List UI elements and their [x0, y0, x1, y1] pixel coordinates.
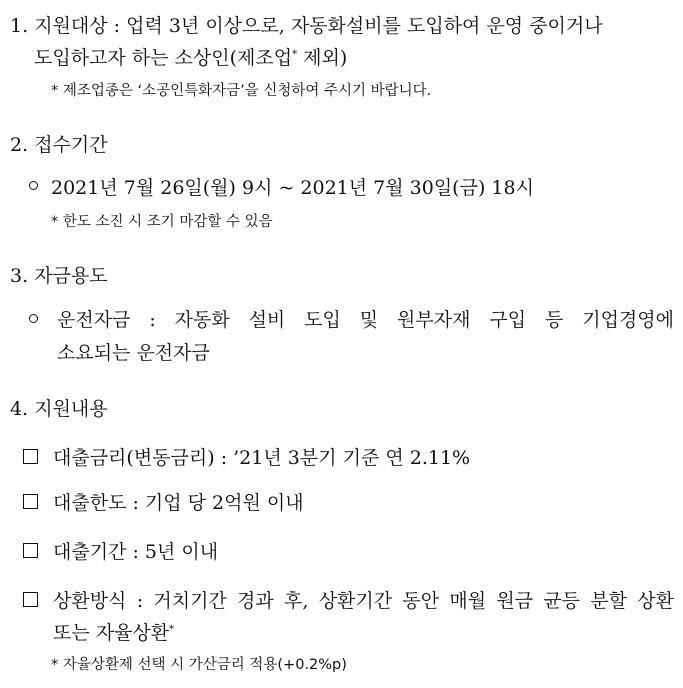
section-2-heading: [10, 130, 108, 157]
section-4-title: 지원내용: [34, 398, 108, 420]
section-1-line-1: [10, 11, 676, 38]
section-1-line-2: [34, 43, 347, 70]
checkbox-square-icon: [23, 543, 38, 558]
section-1-target-continued: 도입하고자 하는 소상인(제조업: [34, 47, 293, 69]
section-3-title: 자금용도: [34, 265, 108, 287]
repayment-method-line-1: 상환방식 : 거치기간 경과 후, 상환기간 동안 매월 원금 균등 분할 상환: [53, 590, 674, 612]
checkbox-square-icon: [23, 592, 38, 607]
checkbox-square-icon: [23, 494, 38, 509]
section-4-number: 4.: [10, 398, 29, 420]
loan-period-item: 대출기간 : 5년 이내: [53, 541, 219, 563]
section-1-target-text: : 업력 3년 이상으로, 자동화설비를 도입하여 운영 중이거나: [113, 15, 603, 37]
footnote-mark: *: [292, 49, 298, 60]
circle-bullet-icon: [29, 314, 38, 323]
section-2-number: 2.: [10, 134, 29, 156]
section-1-number: 1.: [10, 15, 29, 37]
section-1-note: * 제조업종은 ‘소공인특화자금’을 신청하여 주시기 바랍니다.: [51, 83, 432, 99]
repayment-method-line-2: [53, 618, 174, 645]
loan-rate-item: 대출금리(변동금리) : ’21년 3분기 기준 연 2.11%: [53, 447, 471, 469]
section-4-heading: [10, 394, 108, 421]
repayment-method-continued: 또는 자율상환: [53, 622, 170, 644]
section-2-period: 2021년 7월 26일(월) 9시 ~ 2021년 7월 30일(금) 18시: [51, 177, 534, 199]
checkbox-square-icon: [23, 449, 38, 464]
circle-bullet-icon: [29, 181, 38, 190]
loan-limit-item: 대출한도 : 기업 당 2억원 이내: [53, 492, 304, 514]
section-3-usage-line-2: 소요되는 운전자금: [57, 342, 210, 364]
footnote-mark: *: [169, 624, 175, 635]
section-1-title: 지원대상: [34, 15, 108, 37]
section-2-note: * 한도 소진 시 조기 마감할 수 있음: [51, 214, 273, 230]
section-3-heading: [10, 261, 108, 288]
section-1-target-end: 제외): [297, 47, 348, 69]
section-2-title: 접수기간: [34, 134, 108, 156]
section-4-note: * 자율상환제 선택 시 가산금리 적용(+0.2%p): [51, 657, 347, 673]
section-3-number: 3.: [10, 265, 29, 287]
section-3-usage-line-1: 운전자금 : 자동화 설비 도입 및 원부자재 구입 등 기업경영에: [57, 309, 674, 331]
